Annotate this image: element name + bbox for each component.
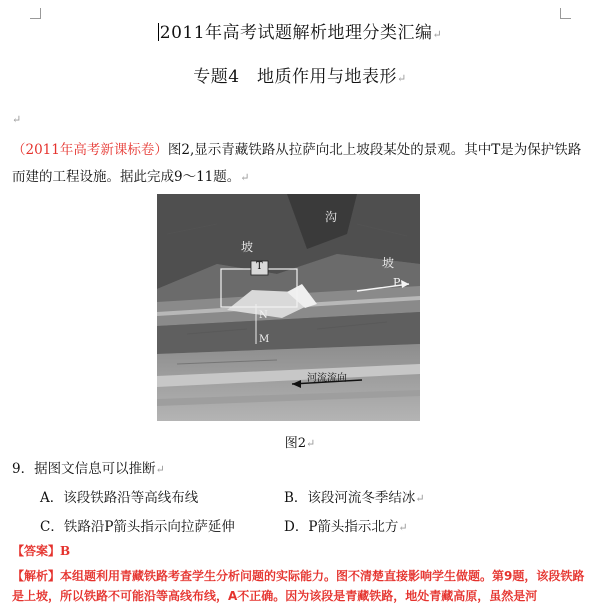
option-d-text: D．P箭头指示北方 (284, 519, 399, 535)
figure-caption-text: 图2 (284, 436, 307, 451)
label-T: T (256, 261, 263, 272)
label-P: P (393, 276, 401, 289)
analysis-paragraph[interactable] (12, 566, 594, 606)
text-cursor (158, 23, 159, 41)
option-b-text: B．该段河流冬季结冰 (284, 490, 416, 506)
option-c[interactable] (40, 515, 235, 535)
document-subtitle[interactable] (0, 62, 600, 87)
option-c-text: C．铁路沿P箭头指示向拉萨延伸 (40, 519, 235, 535)
paragraph-mark-icon: ↵ (398, 521, 408, 534)
paragraph-mark-icon: ↵ (306, 437, 316, 450)
figure-caption[interactable] (0, 432, 600, 451)
label-river-direction: 河流流向 (307, 373, 347, 384)
intro-text: 图2,显示青藏铁路从拉萨向北上坡段某处的景观。其中T是为保护铁路而建的工程设施。据此完成9～11题。 (12, 142, 582, 185)
option-b[interactable] (284, 486, 425, 506)
paragraph-mark-icon: ↵ (240, 171, 250, 184)
document-title[interactable] (0, 18, 600, 43)
label-N: N (259, 310, 268, 321)
label-gully: 沟 (325, 210, 338, 224)
document-subtitle-text: 专题4 地质作用与地表形 (193, 67, 398, 87)
paragraph-mark-icon: ↵ (415, 492, 425, 505)
option-a[interactable] (40, 486, 198, 506)
answer-line[interactable] (12, 542, 70, 559)
paragraph-mark-icon: ↵ (12, 113, 22, 126)
question-9-stem-text: 9．据图文信息可以推断 (12, 461, 156, 477)
figure-photo[interactable] (157, 194, 420, 421)
empty-paragraph[interactable] (12, 108, 21, 127)
paragraph-mark-icon: ↵ (432, 28, 443, 41)
paragraph-mark-icon: ↵ (397, 72, 407, 85)
landscape-photo-illustration (157, 194, 420, 421)
option-d[interactable] (284, 515, 408, 535)
answer-text: 【答案】B (12, 544, 71, 558)
analysis-text: 【解析】本组题利用青藏铁路考查学生分析问题的实际能力。图不清楚直接影响学生做题。第9题，该段铁路是上坡，所以铁路不可能沿等高线布线，A不正确。因为该段是青藏铁路，地处青藏高原，虽然是河 (12, 569, 585, 603)
label-M: M (259, 334, 270, 345)
exam-source-label: （2011年高考新课标卷） (12, 142, 168, 158)
question-9-stem[interactable] (12, 457, 165, 477)
document-title-text: 2011年高考试题解析地理分类汇编 (159, 23, 433, 43)
label-slope-left: 坡 (241, 240, 254, 254)
intro-paragraph[interactable] (12, 137, 592, 191)
paragraph-mark-icon: ↵ (155, 463, 165, 476)
option-a-text: A．该段铁路沿等高线布线 (40, 490, 199, 506)
label-slope-right: 坡 (382, 256, 395, 270)
